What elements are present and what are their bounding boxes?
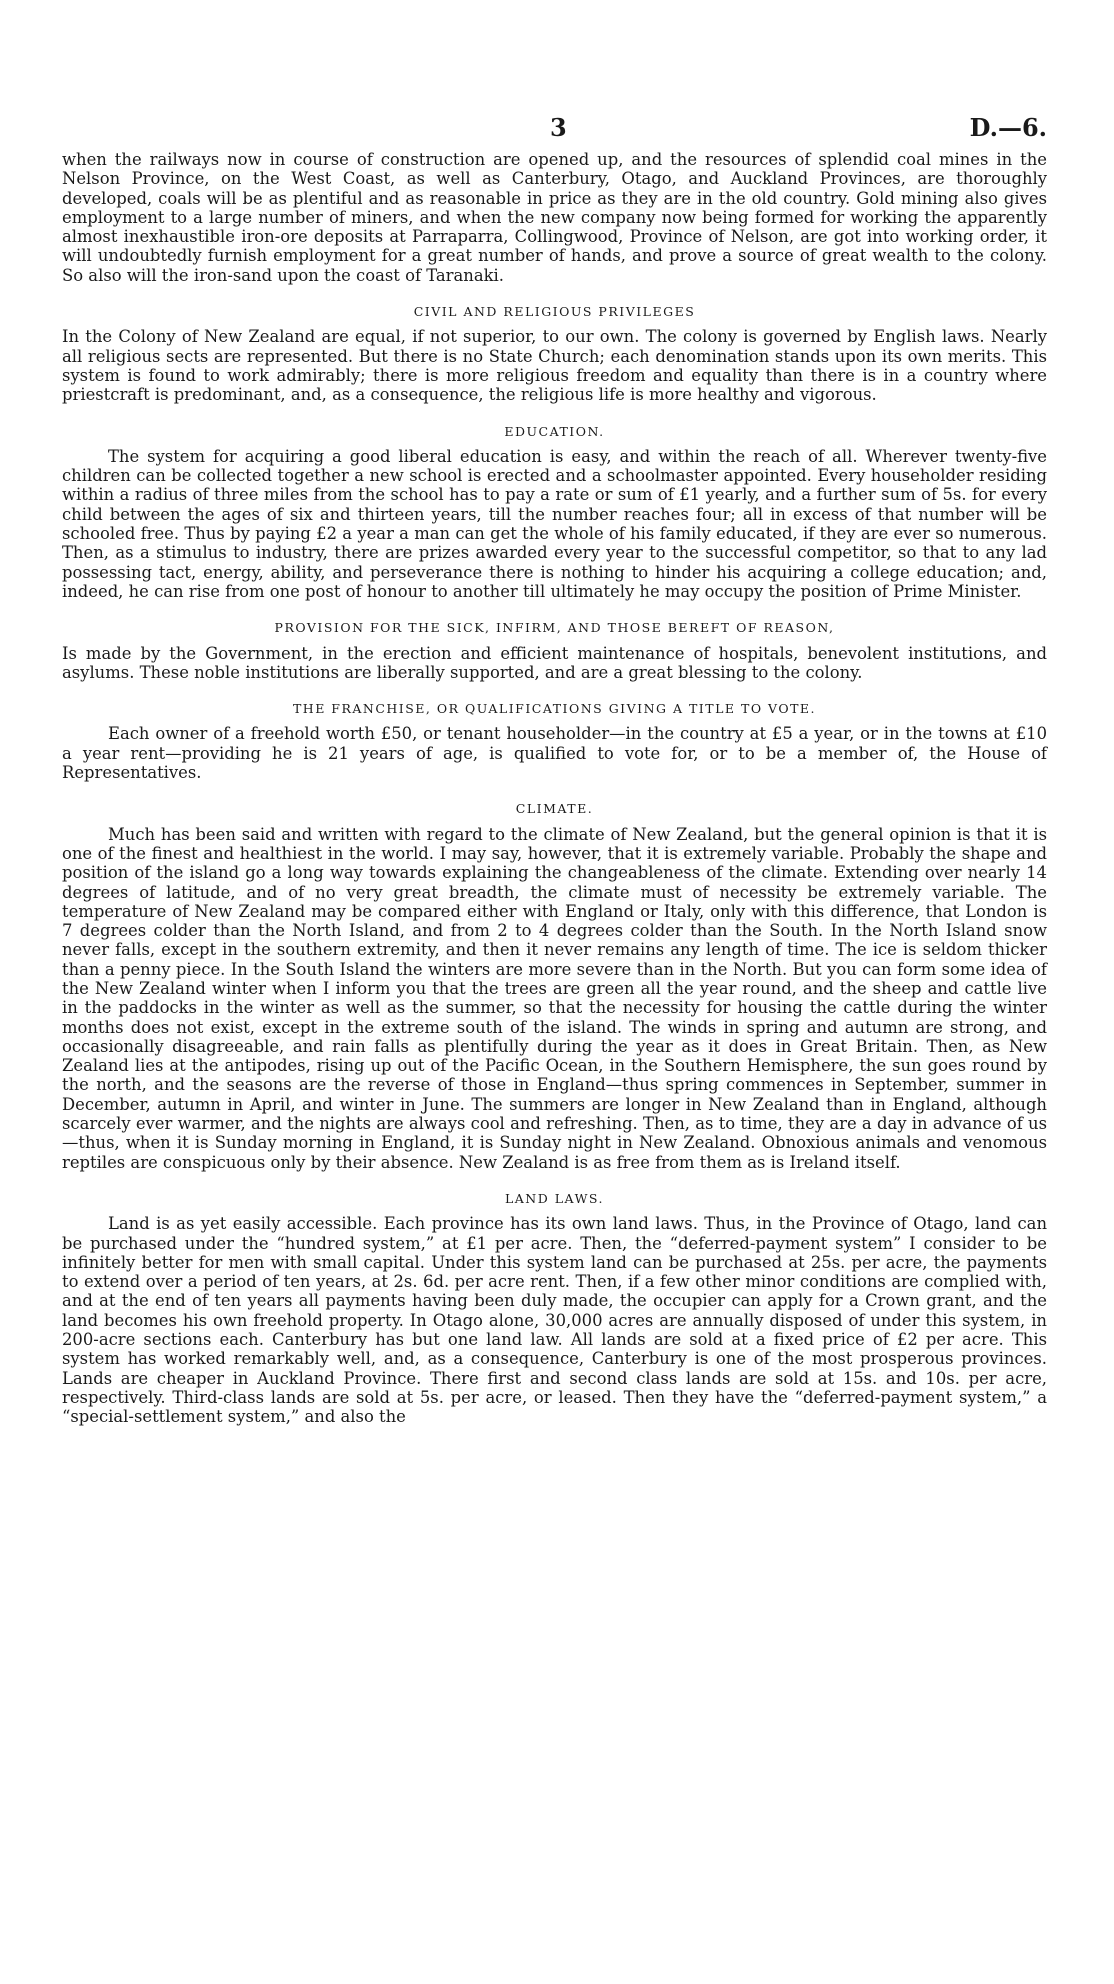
- provision-paragraph: Is made by the Government, in the erection and efficient maintenance of hospitals, benevolent institutions, and asylums. These noble institutions are liberally supported, and are a great blessing to the colony.: [62, 643, 1047, 682]
- provision-heading: PROVISION FOR THE SICK, INFIRM, AND THOSE BEREFT OF REASON,: [274, 620, 835, 636]
- civil-religious-heading: CIVIL AND RELIGIOUS PRIVILEGES: [413, 304, 696, 320]
- land-laws-heading: LAND LAWS.: [504, 1190, 605, 1206]
- document-page: [62, 110, 1047, 1427]
- climate-paragraph: Much has been said and written with regard to the climate of New Zealand, but the general opinion is that it is one of the finest and healthiest in the world. I may say, however, that it is extremely variable. Probably the shape and position of the island go a long way towards explaining the changeableness of the climate. Extending over nearly 14 degrees of latitude, and of no very great breadth, the climate must of necessity be extremely variable. The temperature of New Zealand may be compared either with England or Italy, only with this difference, that London is 7 degrees colder than the North Island, and from 2 to 4 degrees colder than the South. In the North Island snow never falls, except in the southern extremity, and then it never remains any length of time. The ice is seldom thicker than a penny piece. In the South Island the winters are more severe than in the North. But you can form some idea of the New Zealand winter when I inform you that the trees are green all the year round, and the sheep and cattle live in the paddocks in the winter as well as the summer, so that the necessity for housing the cattle during the winter months does not exist, except in the extreme south of the island. The winds in spring and autumn are strong, and occasionally disagreeable, and rain falls as plentifully during the year as it does in Great Britain. Then, as New Zealand lies at the antipodes, rising up out of the Pacific Ocean, in the Southern Hemisphere, the sun goes round by the north, and the seasons are the reverse of those in England—thus spring commences in September, summer in December, autumn in April, and winter in June. The summers are longer in New Zealand than in England, although scarcely ever warmer, and the nights are always cool and refreshing. Then, as to time, they are a day in advance of us—thus, when it is Sunday morning in England, it is Sunday night in New Zealand. Obnoxious animals and venomous reptiles are conspicuous only by their absence. New Zealand is as free from them as is Ireland itself.: [62, 824, 1047, 1172]
- franchise-heading: THE FRANCHISE, OR QUALIFICATIONS GIVING A TITLE TO VOTE.: [292, 701, 817, 717]
- page-number: 3: [550, 113, 567, 142]
- civil-religious-paragraph: In the Colony of New Zealand are equal, if not superior, to our own. The colony is governed by English laws. Nearly all religious sects are represented. But there is no State Church; each denomination stands upon its own merits. This system is found to work admirably; there is more religious freedom and equality than there is in a country where priestcraft is predominant, and, as a consequence, the religious life is more healthy and vigorous.: [62, 327, 1047, 405]
- intro-paragraph: when the railways now in course of construction are opened up, and the resources of splendid coal mines in the Nelson Province, on the West Coast, as well as Canterbury, Otago, and Auckland Provinces, are thoroughly developed, coals will be as plentiful and as reasonable in price as they are in the old country. Gold mining also gives employment to a large number of miners, and when the new company now being formed for working the apparently almost inexhaustible iron-ore deposits at Parraparra, Collingwood, Province of Nelson, are got into working order, it will undoubtedly furnish employment for a great number of hands, and prove a source of great wealth to the colony. So also will the iron-sand upon the coast of Taranaki.: [62, 150, 1047, 285]
- page-header: [62, 110, 1047, 150]
- education-paragraph: The system for acquiring a good liberal education is easy, and within the reach of all. Wherever twenty-five children can be collected together a new school is erected and a schoolmaster appointed. Every householder residing within a radius of three miles from the school has to pay a rate or sum of £1 yearly, and a further sum of 5s. for every child between the ages of six and thirteen years, till the number reaches four; all in excess of that number will be schooled free. Thus by paying £2 a year a man can get the whole of his family educated, if they are ever so numerous. Then, as a stimulus to industry, there are prizes awarded every year to the successful competitor, so that to any lad possessing tact, energy, ability, and perseverance there is nothing to hinder his acquiring a college education; and, indeed, he can rise from one post of honour to another till ultimately he may occupy the position of Prime Minister.: [62, 446, 1047, 601]
- franchise-paragraph: Each owner of a freehold worth £50, or tenant householder—in the country at £5 a year, or in the towns at £10 a year rent—providing he is 21 years of age, is qualified to vote for, or to be a member of, the House of Representatives.: [62, 724, 1047, 783]
- climate-heading: CLIMATE.: [515, 801, 594, 817]
- land-laws-paragraph: Land is as yet easily accessible. Each province has its own land laws. Thus, in the Province of Otago, land can be purchased under the “hundred system,” at £1 per acre. Then, the “deferred-payment system” I consider to be infinitely better for men with small capital. Under this system land can be purchased at 25s. per acre, the payments to extend over a period of ten years, at 2s. 6d. per acre rent. Then, if a few other minor conditions are complied with, and at the end of ten years all payments having been duly made, the occupier can apply for a Crown grant, and the land becomes his own freehold property. In Otago alone, 30,000 acres are annually disposed of under this system, in 200-acre sections each. Canterbury has but one land law. All lands are sold at a fixed price of £2 per acre. This system has worked remarkably well, and, as a consequence, Canterbury is one of the most prosperous provinces. Lands are cheaper in Auckland Province. There first and second class lands are sold at 15s. and 10s. per acre, respectively. Third-class lands are sold at 5s. per acre, or leased. Then they have the “deferred-payment system,” a “special-settlement system,” and also the: [62, 1214, 1047, 1427]
- education-heading: EDUCATION.: [504, 423, 605, 439]
- document-reference: D.—6.: [969, 113, 1047, 142]
